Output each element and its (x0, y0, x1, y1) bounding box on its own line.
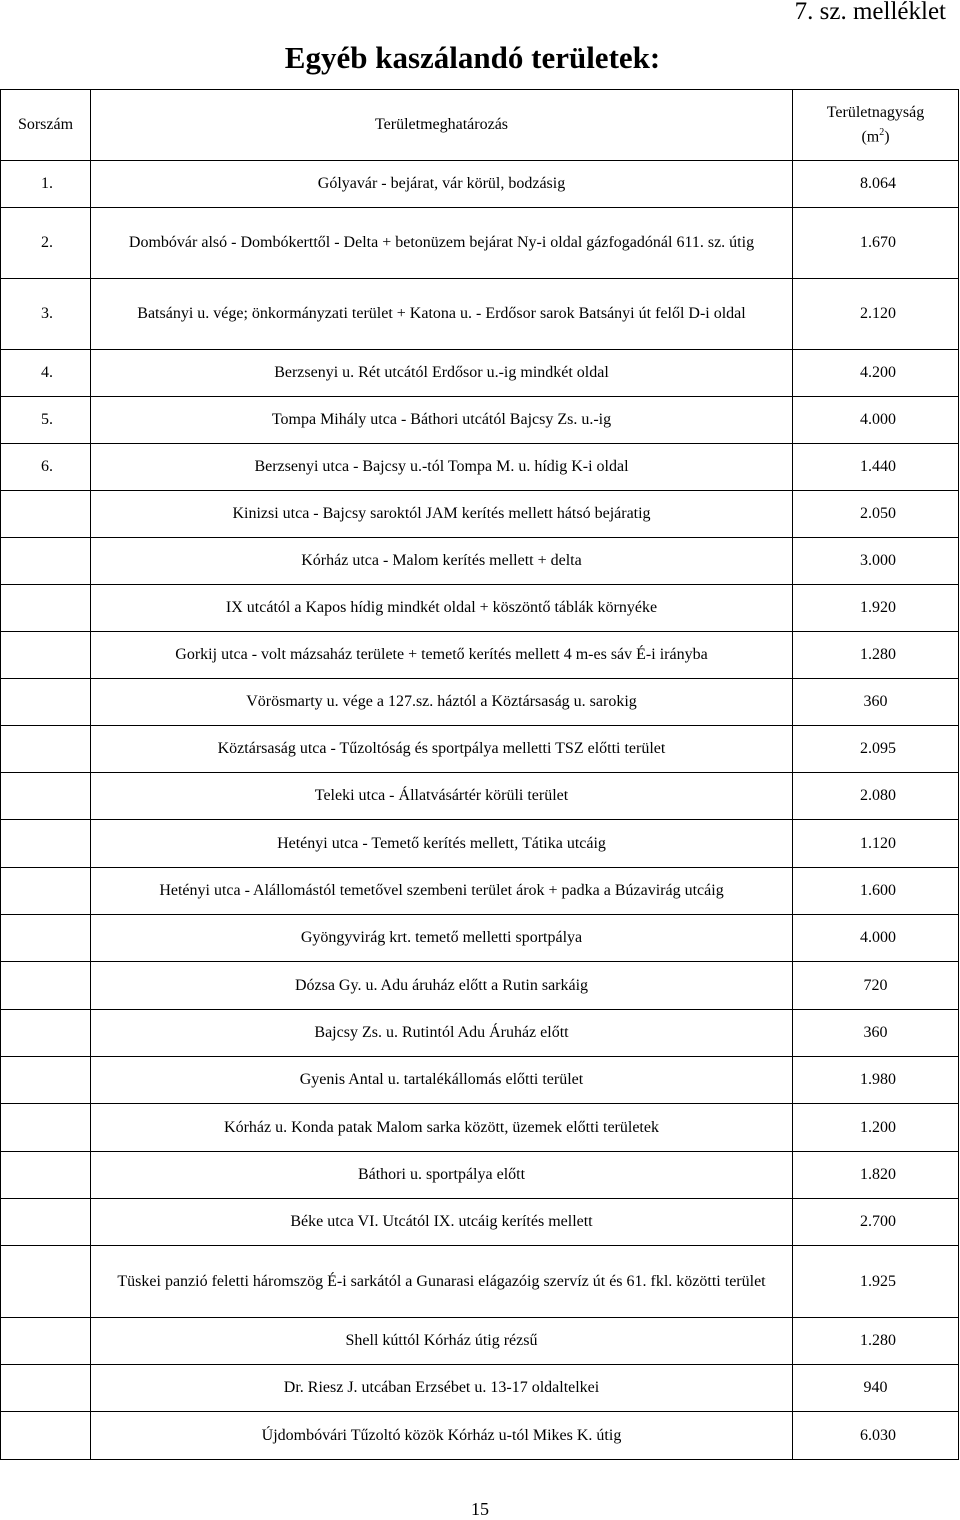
row-area: 720 (793, 962, 959, 1010)
row-location: IX utcától a Kapos hídig mindkét oldal + köszöntő táblák környéke (91, 585, 793, 632)
row-location: Béke utca VI. Utcától IX. utcáig kerítés mellett (91, 1199, 793, 1246)
row-area: 2.050 (793, 491, 959, 538)
row-number (1, 820, 91, 868)
annex-label: 7. sz. melléklet (794, 0, 946, 25)
row-area: 1.200 (793, 1104, 959, 1152)
row-number (1, 1412, 91, 1460)
table-row (1, 1318, 959, 1365)
row-number (1, 1318, 91, 1365)
table-row (1, 1246, 959, 1318)
table-row (1, 868, 959, 915)
row-area: 1.120 (793, 820, 959, 868)
row-number (1, 538, 91, 585)
row-location: Gorkij utca - volt mázsaház területe + temető kerítés mellett 4 m-es sáv É-i irányba (91, 632, 793, 679)
row-location: Hetényi utca - Temető kerítés mellett, Tátika utcáig (91, 820, 793, 868)
row-area: 1.440 (793, 444, 959, 491)
row-location: Újdombóvári Tűzoltó közök Kórház u-tól Mikes K. útig (91, 1412, 793, 1460)
row-number (1, 915, 91, 962)
table-row (1, 1412, 959, 1460)
row-number: 5. (1, 397, 91, 444)
row-area: 940 (793, 1365, 959, 1412)
row-number (1, 679, 91, 726)
header-area-sup: 2 (879, 126, 885, 138)
table-row (1, 820, 959, 868)
row-area: 360 (793, 679, 959, 726)
row-number (1, 491, 91, 538)
table-row (1, 397, 959, 444)
header-area-prefix: Területnagyság (826, 103, 925, 121)
row-location: Berzsenyi utca - Bajcsy u.-tól Tompa M. u. hídig K-i oldal (91, 444, 793, 491)
row-number (1, 1104, 91, 1152)
row-number: 2. (1, 208, 91, 279)
table-row (1, 1104, 959, 1152)
row-location: Batsányi u. vége; önkormányzati terület + Katona u. - Erdősor sarok Batsányi út felől D-i oldal (91, 279, 793, 350)
table-row (1, 773, 959, 820)
row-number: 3. (1, 279, 91, 350)
row-area: 1.920 (793, 585, 959, 632)
row-area: 4.200 (793, 350, 959, 397)
table-row (1, 1010, 959, 1057)
row-area: 1.820 (793, 1152, 959, 1199)
table-row (1, 962, 959, 1010)
table-row (1, 1152, 959, 1199)
header-location: Területmeghatározás (91, 90, 793, 161)
row-number (1, 1246, 91, 1318)
row-location: Berzsenyi u. Rét utcától Erdősor u.-ig mindkét oldal (91, 350, 793, 397)
row-area: 360 (793, 1010, 959, 1057)
row-area: 2.080 (793, 773, 959, 820)
row-location: Dombóvár alsó - Dombókerttől - Delta + betonüzem bejárat Ny-i oldal gázfogadónál 611. sz. útig (91, 208, 793, 279)
row-number: 1. (1, 161, 91, 208)
table-row (1, 538, 959, 585)
row-area: 4.000 (793, 397, 959, 444)
row-area: 2.120 (793, 279, 959, 350)
header-index: Sorszám (1, 90, 91, 161)
row-area: 4.000 (793, 915, 959, 962)
row-location: Dr. Riesz J. utcában Erzsébet u. 13-17 oldaltelkei (91, 1365, 793, 1412)
row-area: 1.280 (793, 1318, 959, 1365)
row-location: Hetényi utca - Alállomástól temetővel szembeni terület árok + padka a Búzavirág utcáig (91, 868, 793, 915)
row-number (1, 726, 91, 773)
table-row (1, 161, 959, 208)
table-row (1, 679, 959, 726)
row-number: 4. (1, 350, 91, 397)
table-row (1, 915, 959, 962)
table-row (1, 444, 959, 491)
row-location: Vörösmarty u. vége a 127.sz. háztól a Köztársaság u. sarokig (91, 679, 793, 726)
row-number (1, 1152, 91, 1199)
table-header-row (1, 90, 959, 161)
row-number: 6. (1, 444, 91, 491)
row-number (1, 632, 91, 679)
table-row (1, 279, 959, 350)
row-location: Kórház utca - Malom kerítés mellett + delta (91, 538, 793, 585)
row-location: Dózsa Gy. u. Adu áruház előtt a Rutin sarkáig (91, 962, 793, 1010)
row-location: Gyöngyvirág krt. temető melletti sportpálya (91, 915, 793, 962)
page-title: Egyéb kaszálandó területek: (284, 40, 661, 75)
table-row (1, 632, 959, 679)
row-location: Kórház u. Konda patak Malom sarka között, üzemek előtti területek (91, 1104, 793, 1152)
row-number (1, 1365, 91, 1412)
row-location: Shell kúttól Kórház útig rézsű (91, 1318, 793, 1365)
row-location: Tompa Mihály utca - Báthori utcától Bajcsy Zs. u.-ig (91, 397, 793, 444)
header-area-unit: (m (861, 128, 880, 146)
table-row (1, 585, 959, 632)
row-location: Köztársaság utca - Tűzoltóság és sportpálya melletti TSZ előtti terület (91, 726, 793, 773)
row-number (1, 1010, 91, 1057)
table-row (1, 208, 959, 279)
row-area: 1.980 (793, 1057, 959, 1104)
row-area: 2.095 (793, 726, 959, 773)
row-location: Kinizsi utca - Bajcsy saroktól JAM kerítés mellett hátsó bejáratig (91, 491, 793, 538)
row-area: 3.000 (793, 538, 959, 585)
row-location: Teleki utca - Állatvásártér körüli terület (91, 773, 793, 820)
row-area: 2.700 (793, 1199, 959, 1246)
row-number (1, 585, 91, 632)
table-row (1, 350, 959, 397)
row-location: Báthori u. sportpálya előtt (91, 1152, 793, 1199)
table-row (1, 1365, 959, 1412)
row-area: 8.064 (793, 161, 959, 208)
areas-table (0, 89, 959, 1460)
row-number (1, 1199, 91, 1246)
row-location: Bajcsy Zs. u. Rutintól Adu Áruház előtt (91, 1010, 793, 1057)
table-row (1, 491, 959, 538)
row-area: 1.670 (793, 208, 959, 279)
row-number (1, 868, 91, 915)
header-area-close: ) (884, 128, 890, 146)
row-area: 1.600 (793, 868, 959, 915)
row-location: Tüskei panzió feletti háromszög É-i sarkától a Gunarasi elágazóig szervíz út és 61. fkl. közötti terület (91, 1246, 793, 1318)
page-number: 15 (471, 1499, 489, 1519)
row-area: 1.280 (793, 632, 959, 679)
row-location: Gólyavár - bejárat, vár körül, bodzásig (91, 161, 793, 208)
row-area: 1.925 (793, 1246, 959, 1318)
table-row (1, 1057, 959, 1104)
row-number (1, 962, 91, 1010)
table-row (1, 726, 959, 773)
row-area: 6.030 (793, 1412, 959, 1460)
row-number (1, 773, 91, 820)
header-area (793, 90, 959, 161)
row-location: Gyenis Antal u. tartalékállomás előtti terület (91, 1057, 793, 1104)
table-row (1, 1199, 959, 1246)
row-number (1, 1057, 91, 1104)
